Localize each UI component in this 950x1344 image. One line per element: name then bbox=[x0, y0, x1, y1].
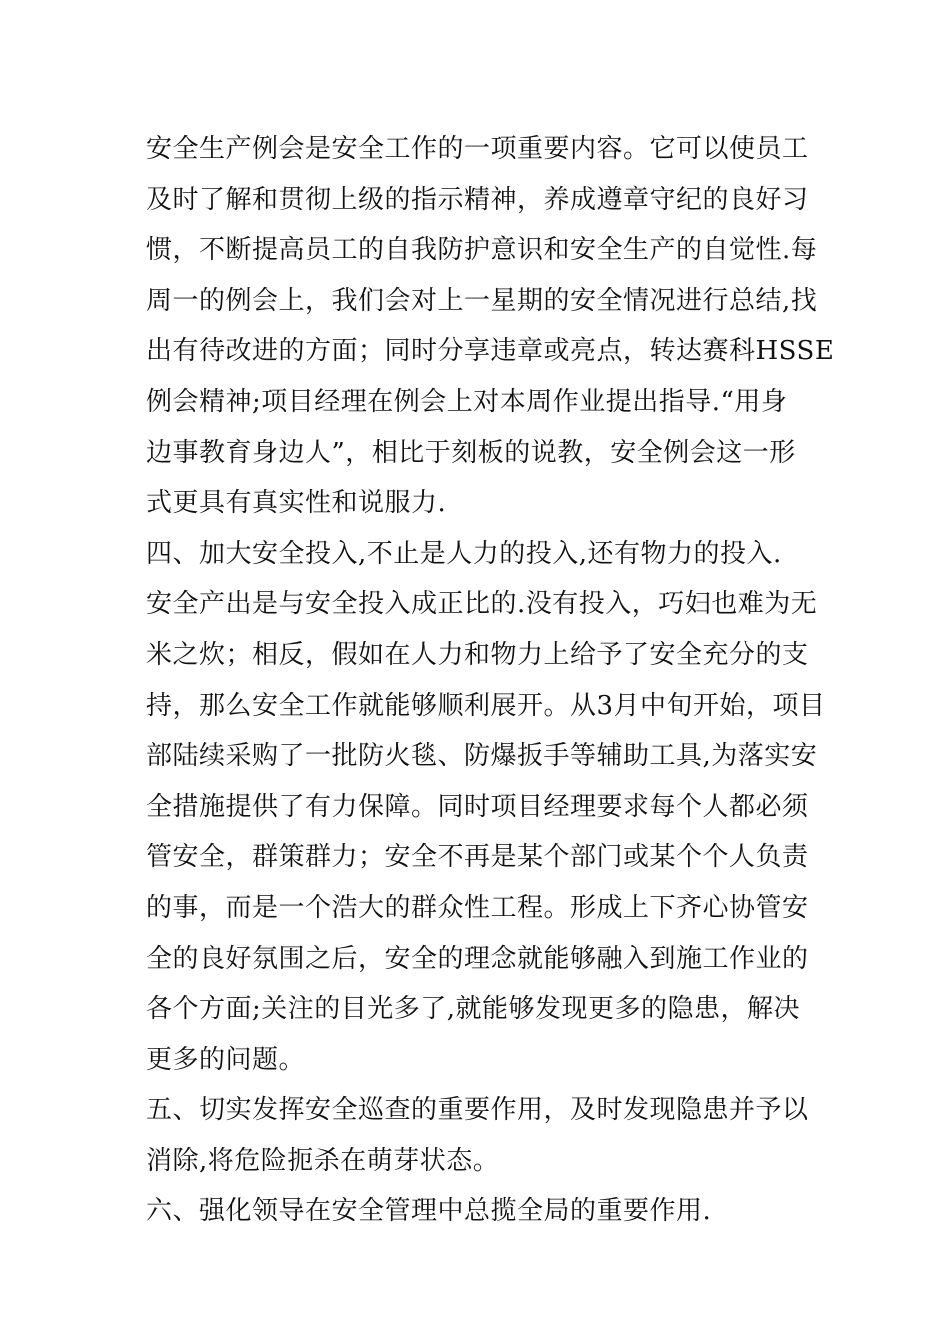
text-line: 米之炊；相反，假如在人力和物力上给予了安全充分的支 bbox=[146, 639, 809, 670]
text-line: 部陆续采购了一批防火毯、防爆扳手等辅助工具,为落实安 bbox=[146, 741, 818, 772]
text-line: 惯，不断提高员工的自我防护意识和安全生产的自觉性.每 bbox=[146, 235, 818, 266]
section-heading-6: 六、强化领导在安全管理中总揽全局的重要作用. bbox=[146, 1196, 712, 1227]
text-line: 安全产出是与安全投入成正比的.没有投入，巧妇也难为无 bbox=[146, 589, 818, 620]
text-line: 安全生产例会是安全工作的一项重要内容。它可以使员工 bbox=[146, 134, 809, 164]
text-line: 全的良好氛围之后，安全的理念就能够融入到施工作业的 bbox=[146, 943, 809, 974]
text-line: 出有待改进的方面；同时分享违章或亮点，转达赛科HSSE bbox=[146, 336, 835, 367]
text-line: 周一的例会上，我们会对上一星期的安全情况进行总结,找 bbox=[146, 285, 818, 316]
text-line: 更多的问题。 bbox=[146, 1044, 306, 1075]
text-line: 式更具有真实性和说服力. bbox=[146, 488, 447, 519]
section-heading-4: 四、加大安全投入,不止是人力的投入,还有物力的投入. bbox=[146, 538, 782, 569]
body-text bbox=[146, 124, 835, 1237]
text-line: 持，那么安全工作就能够顺利展开。从3月中旬开始，项目 bbox=[146, 690, 826, 721]
text-line: 边事教育身边人”，相比于刻板的说教，安全例会这一形 bbox=[146, 437, 796, 468]
text-line: 各个方面;关注的目光多了,就能够发现更多的隐患，解决 bbox=[146, 994, 801, 1025]
text-line: 及时了解和贯彻上级的指示精神，养成遵章守纪的良好习 bbox=[146, 184, 809, 215]
text-line: 消除,将危险扼杀在萌芽状态。 bbox=[146, 1145, 500, 1176]
text-line: 管安全，群策群力；安全不再是某个部门或某个个人负责 bbox=[146, 842, 809, 873]
text-line: 例会精神;项目经理在例会上对本周作业提出指导.“用身 bbox=[146, 386, 788, 417]
text-line: 全措施提供了有力保障。同时项目经理要求每个人都必须 bbox=[146, 791, 809, 822]
text-line: 的事，而是一个浩大的群众性工程。形成上下齐心协管安 bbox=[146, 892, 809, 923]
section-heading-5: 五、切实发挥安全巡查的重要作用，及时发现隐患并予以 bbox=[146, 1095, 809, 1126]
